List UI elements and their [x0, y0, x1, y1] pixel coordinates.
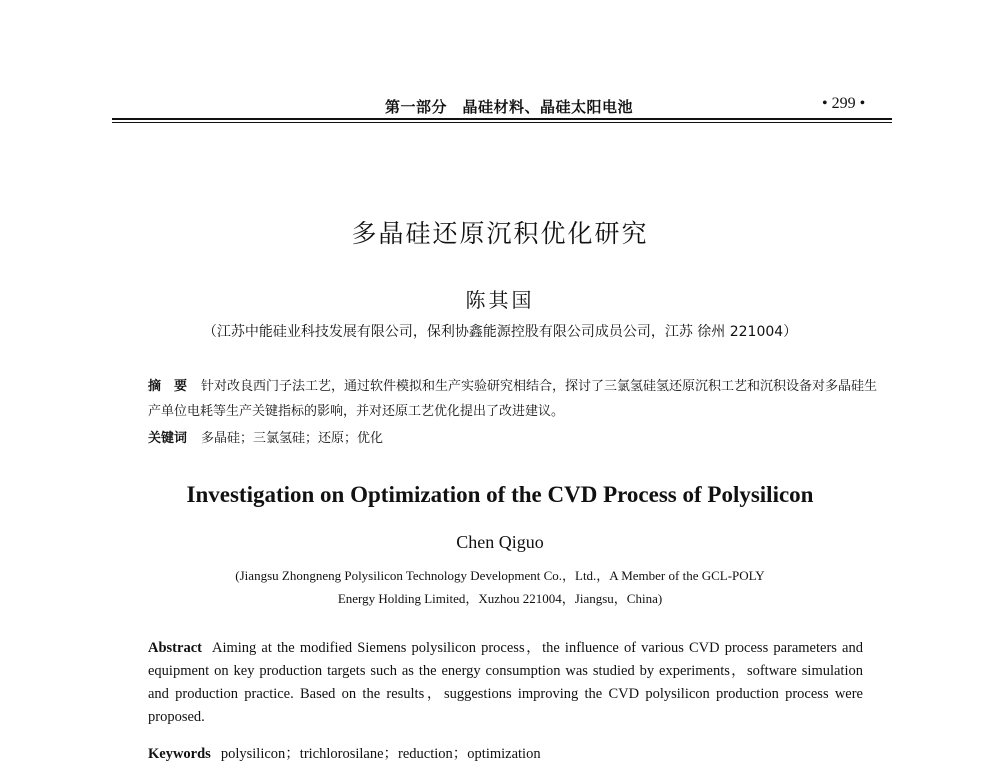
abstract-zh [148, 374, 878, 424]
affiliation-en-line1: (Jiangsu Zhongneng Polysilicon Technology Development Co.，Ltd.，A Member of the GCL-POLY [235, 568, 765, 583]
abstract-en-text: Aiming at the modified Siemens polysilicon process，the influence of various CVD process parameters and equipment on key production targets such as the energy consumption was studied by experiments，software simulation and production practice. Based on the results，suggestions improving the CVD polysilicon production process were proposed. [148, 640, 863, 725]
author-zh: 陈其国 [465, 288, 535, 312]
affiliation-zh: （江苏中能硅业科技发展有限公司，保利协鑫能源控股有限公司成员公司，江苏 徐州 221004） [202, 324, 798, 340]
paper-title-zh: 多晶硅还原沉积优化研究 [351, 219, 649, 248]
keywords-zh [148, 427, 383, 446]
affiliation-en-line2: Energy Holding Limited，Xuzhou 221004，Jiangsu，China) [337, 591, 663, 606]
header-rule-thick [112, 118, 892, 120]
author-en: Chen Qiguo [456, 532, 544, 552]
abstract-en-label: Abstract [148, 640, 202, 656]
keywords-zh-text: 多晶硅；三氯氢硅；还原；优化 [201, 431, 384, 446]
abstract-zh-text: 针对改良西门子法工艺，通过软件模拟和生产实验研究相结合，探讨了三氯氢硅氢还原沉积工艺和沉积设备对多晶硅生产单位电耗等生产关键指标的影响，并对还原工艺优化提出了改进建议。 [148, 379, 878, 419]
header-rule-thin [112, 122, 892, 123]
keywords-en-label: Keywords [148, 746, 211, 762]
page-number: • 299 • [822, 95, 866, 112]
paper-title-en: Investigation on Optimization of the CVD Process of Polysilicon [186, 482, 814, 507]
affiliation-en [0, 564, 1000, 610]
keywords-en-text: polysilicon；trichlorosilane；reduction；optimization [220, 746, 541, 762]
running-header-section: 第一部分 晶硅材料、晶硅太阳电池 [385, 100, 634, 116]
abstract-zh-label: 摘 要 [148, 379, 188, 394]
keywords-zh-label: 关键词 [148, 431, 188, 446]
abstract-en [148, 637, 863, 729]
